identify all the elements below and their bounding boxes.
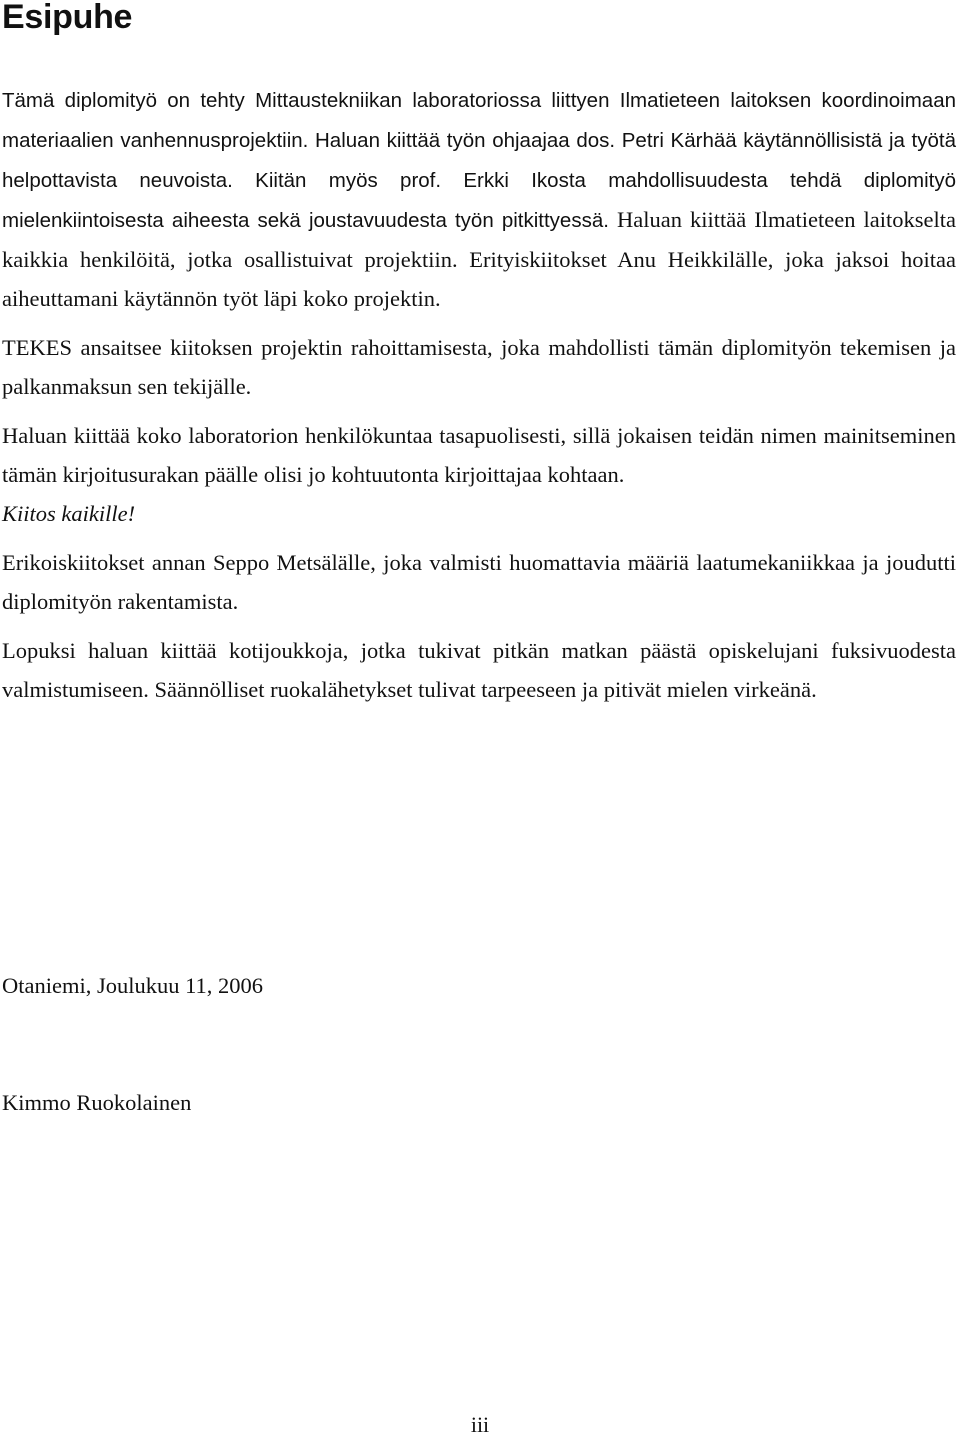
page-number: iii — [470, 1412, 490, 1437]
paragraph-thanks-laboratory-text: Haluan kiittää koko laboratorion henkilökuntaa tasapuolisesti, sillä jokaisen teidän nimen mainitseminen tämän kirjoitusurakan päälle olisi jo kohtuutonta kirjoittajaa kohtaan. — [2, 423, 956, 487]
paragraph-thanks-supervisors — [2, 80, 956, 318]
page-title: Esipuhe — [2, 0, 133, 36]
paragraph-thanks-family: Lopuksi haluan kiittää kotijoukkoja, jotka tukivat pitkän matkan päästä opiskelujani fuksivuodesta valmistumiseen. Säännölliset ruokalähetykset tulivat tarpeeseen ja pitivät mielen virkeänä. — [2, 638, 956, 702]
paragraph-thanks-institute-text: Haluan kiittää Ilmatieteen laitokselta kaikkia henkilöitä, jotka osallistuivat projektiin. Erityiskiitokset Anu Heikkilälle, joka jaksoi hoitaa aiheuttamani käytännön työt läpi koko projektin. — [2, 207, 956, 311]
paragraph-thanks-mechanics: Erikoiskiitokset annan Seppo Metsälälle, joka valmisti huomattavia määriä laatumekaniikkaa ja joudutti diplomityön rakentamista. — [2, 550, 956, 614]
preface-body — [2, 80, 956, 719]
paragraph-thanks-laboratory — [2, 416, 956, 533]
paragraph-thanks-laboratory-emphasis: Kiitos kaikille! — [2, 501, 136, 526]
author-signature: Kimmo Ruokolainen — [2, 1090, 192, 1115]
paragraph-thanks-supervisors-text: Tämä diplomityö on tehty Mittaustekniikan laboratoriossa liittyen Ilmatieteen laitoksen koordinoimaan materiaalien vanhennusprojektiin. Haluan kiittää työn ohjaajaa dos. Petri Kärhää käytännöllisistä ja työtä helpottavista neuvoista. Kiitän myös prof. Erkki Ikosta mahdollisuudesta tehdä diplomityö mielenkiintoisesta aiheesta sekä joustavuudesta työn pitkittyessä. — [2, 89, 956, 232]
place-and-date: Otaniemi, Joulukuu 11, 2006 — [2, 973, 264, 998]
paragraph-thanks-tekes: TEKES ansaitsee kiitoksen projektin rahoittamisesta, joka mahdollisti tämän diplomityön tekemisen ja palkanmaksun sen tekijälle. — [2, 335, 956, 399]
